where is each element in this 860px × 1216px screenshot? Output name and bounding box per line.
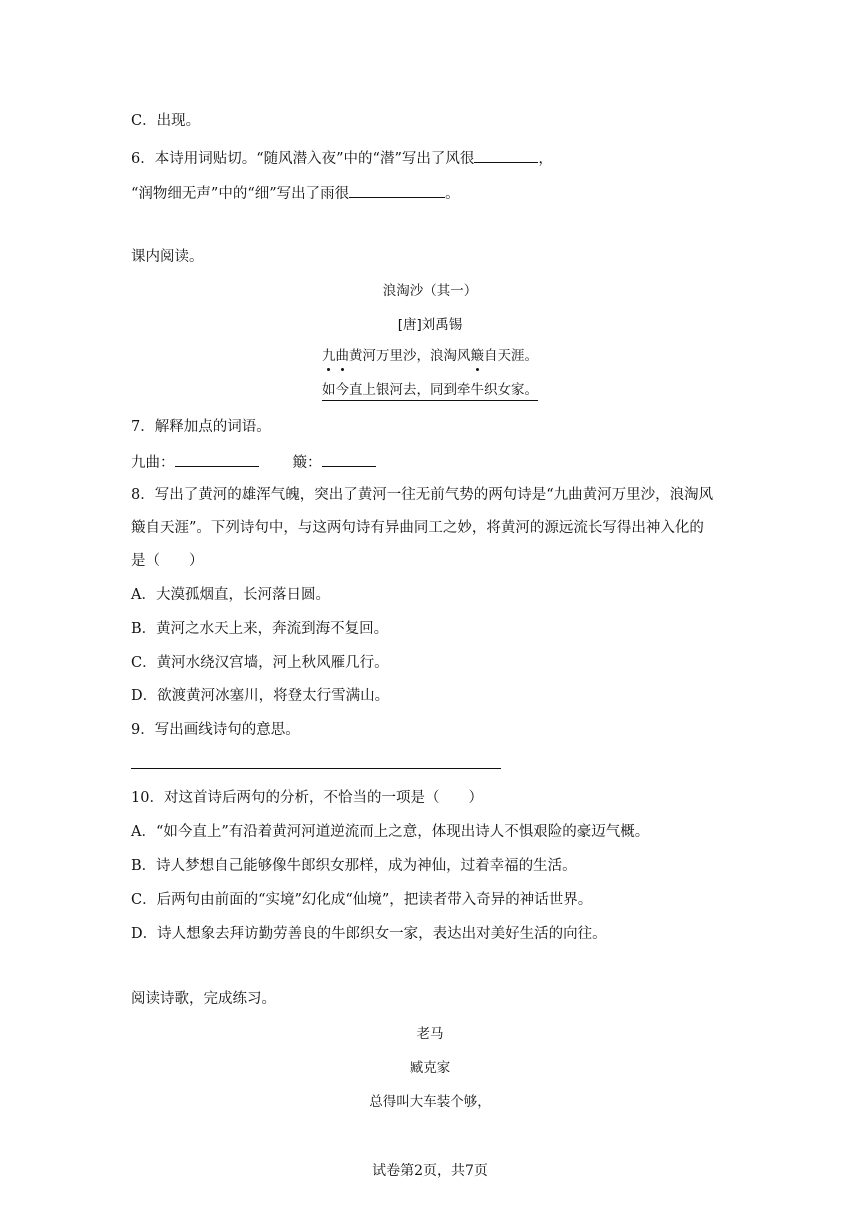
section-heading-in-class: 课内阅读。 [131,249,204,265]
q8-option-b[interactable]: B．黄河之水天上来，奔流到海不复回。 [131,621,389,637]
q6-line-2-suffix: 。 [445,186,460,202]
poem1-underlined-line: 如今直上银河去，同到牵牛织女家。 [322,382,538,401]
page-footer: 试卷第2页，共7页 [372,1163,488,1179]
dotted-char: 九 [322,348,336,364]
q7-blank-2[interactable] [322,452,376,467]
poem1-line-1-mid: 黄河万里沙，浪淘风 [349,348,471,364]
section-heading-poetry: 阅读诗歌，完成练习。 [131,991,276,1007]
q8-line-3: 是（ ） [131,553,204,569]
q9-answer-line[interactable] [131,768,501,769]
q6-line-1-suffix: ， [538,151,553,167]
q7-answers [131,452,376,473]
q7-term-2: 簸： [292,455,322,471]
q7-term-1: 九曲： [131,455,175,471]
q6-line-2 [131,183,460,204]
poem2-title: 老马 [416,1026,444,1042]
dotted-char: 曲 [335,348,349,364]
q7-prompt: 7．解释加点的词语。 [131,419,271,435]
q5-option-c: C．出现。 [131,113,201,129]
q10-option-a[interactable]: A．“如今直上”有沿着黄河河道逆流而上之意，体现出诗人不惧艰险的豪迈气概。 [131,824,650,840]
poem2-line-1: 总得叫大车装个够， [369,1094,491,1110]
q8-option-a[interactable]: A．大漠孤烟直，长河落日圆。 [131,587,330,603]
poem1-author: [唐]刘禹锡 [397,317,463,333]
poem1-line-1 [0,346,860,366]
dotted-char: 簸 [470,348,484,364]
poem1-title: 浪淘沙（其一） [382,283,478,299]
q9-prompt: 9．写出画线诗句的意思。 [131,722,300,738]
q6-line-1 [131,148,553,169]
poem2-author: 臧克家 [409,1060,451,1076]
poem1-line-2 [0,380,860,400]
q6-blank-1[interactable] [474,148,538,163]
q8-line-2: 簸自天涯”。下列诗句中，与这两句诗有异曲同工之妙，将黄河的源远流长写得出神入化的 [131,520,704,536]
q6-line-2-text: “润物细无声”中的“细”写出了雨很 [131,186,350,202]
q10-prompt: 10．对这首诗后两句的分析，不恰当的一项是（ ） [131,790,483,806]
poem1-line-1-end: 自天涯。 [484,348,538,364]
q6-line-1-text: 6．本诗用词贴切。“随风潜入夜”中的“潜”写出了风很 [131,151,475,167]
q7-blank-1[interactable] [175,452,259,467]
q8-option-c[interactable]: C．黄河水绕汉宫墙，河上秋风雁几行。 [131,655,389,671]
q8-line-1: 8．写出了黄河的雄浑气魄，突出了黄河一往无前气势的两句诗是“九曲黄河万里沙，浪淘风 [131,487,714,503]
q6-blank-2[interactable] [349,183,445,198]
q10-option-d[interactable]: D．诗人想象去拜访勤劳善良的牛郎织女一家，表达出对美好生活的向往。 [131,926,607,942]
q10-option-c[interactable]: C．后两句由前面的“实境”幻化成“仙境”，把读者带入奇异的神话世界。 [131,892,593,908]
q10-option-b[interactable]: B．诗人梦想自己能够像牛郎织女那样，成为神仙，过着幸福的生活。 [131,858,577,874]
q8-option-d[interactable]: D．欲渡黄河冰塞川，将登太行雪满山。 [131,688,390,704]
